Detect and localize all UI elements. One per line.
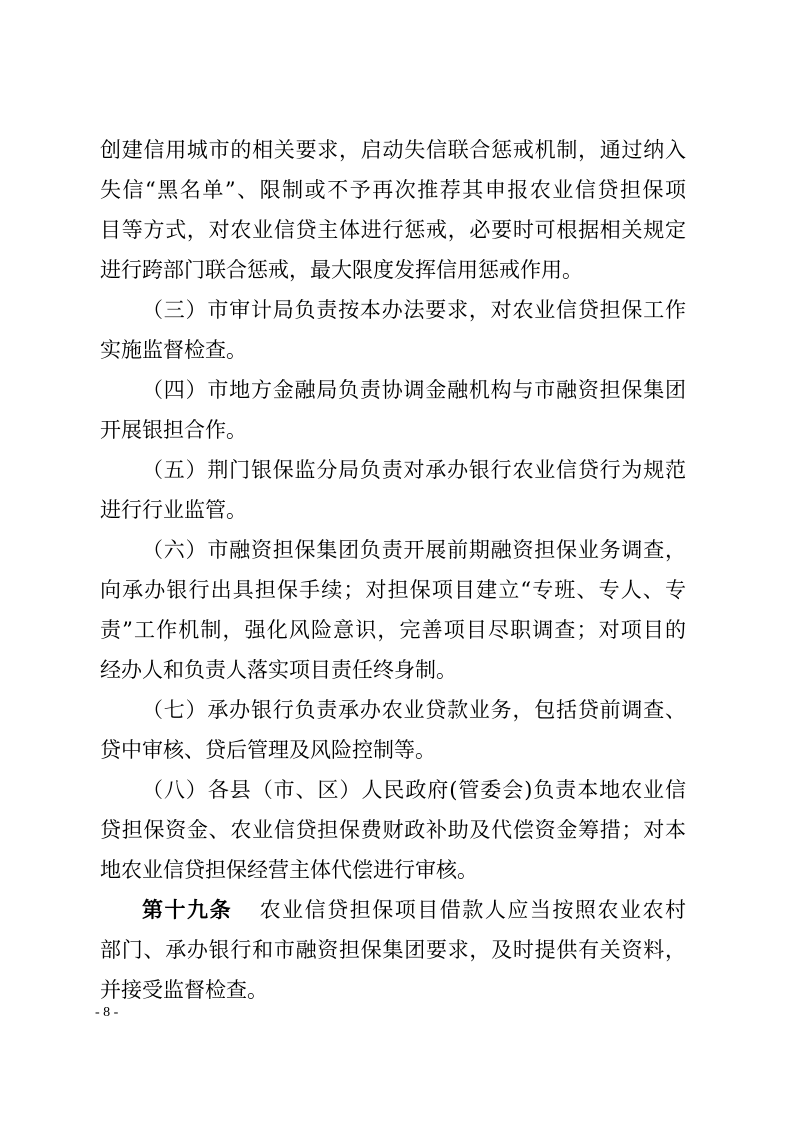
document-body bbox=[100, 130, 686, 1010]
paragraph-item-7 bbox=[100, 690, 686, 770]
text-line: （七）承办银行负责承办农业贷款业务，包括贷前调查、 bbox=[142, 698, 686, 722]
text-line: （六）市融资担保集团负责开展前期融资担保业务调查， bbox=[142, 538, 686, 562]
paragraph-item-5 bbox=[100, 450, 686, 530]
paragraph-item-6 bbox=[100, 530, 686, 690]
text-line: 实施监督检查。 bbox=[100, 338, 247, 362]
text-line: 责”工作机制，强化风险意识，完善项目尽职调查；对项目的 bbox=[100, 618, 686, 642]
text-line: 创建信用城市的相关要求，启动失信联合惩戒机制，通过纳入 bbox=[100, 138, 686, 162]
text-line: （五）荆门银保监分局负责对承办银行农业信贷行为规范 bbox=[142, 458, 686, 482]
text-line: 地农业信贷担保经营主体代偿进行审核。 bbox=[100, 858, 478, 882]
paragraph-item-4 bbox=[100, 370, 686, 450]
text-line: （八）各县（市、区）人民政府(管委会)负责本地农业信 bbox=[142, 778, 686, 802]
text-line: 贷担保资金、农业信贷担保费财政补助及代偿资金筹措；对本 bbox=[100, 818, 686, 842]
text-line: 进行行业监管。 bbox=[100, 498, 247, 522]
text-line bbox=[100, 890, 686, 930]
text-line: 失信“黑名单”、限制或不予再次推荐其申报农业信贷担保项 bbox=[100, 178, 686, 202]
article-19 bbox=[100, 890, 686, 1010]
paragraph-item-8 bbox=[100, 770, 686, 890]
text-line: （三）市审计局负责按本办法要求，对农业信贷担保工作 bbox=[142, 298, 686, 322]
text-line: 经办人和负责人落实项目责任终身制。 bbox=[100, 658, 457, 682]
text-line: 部门、承办银行和市融资担保集团要求，及时提供有关资料， bbox=[100, 938, 686, 962]
paragraph-credit-punishment bbox=[100, 130, 686, 290]
text-line: 进行跨部门联合惩戒，最大限度发挥信用惩戒作用。 bbox=[100, 258, 583, 282]
article-first-line: 农业信贷担保项目借款人应当按照农业农村 bbox=[258, 898, 687, 922]
text-line: 向承办银行出具担保手续；对担保项目建立“专班、专人、专 bbox=[100, 578, 686, 602]
text-line: 开展银担合作。 bbox=[100, 418, 247, 442]
text-line: 贷中审核、贷后管理及风险控制等。 bbox=[100, 738, 436, 762]
article-heading: 第十九条 bbox=[142, 898, 233, 922]
text-line: 并接受监督检查。 bbox=[100, 978, 268, 1002]
text-line: （四）市地方金融局负责协调金融机构与市融资担保集团 bbox=[142, 378, 686, 402]
paragraph-item-3 bbox=[100, 290, 686, 370]
text-line: 目等方式，对农业信贷主体进行惩戒，必要时可根据相关规定 bbox=[100, 218, 686, 242]
page-number: - 8 - bbox=[95, 1005, 119, 1020]
